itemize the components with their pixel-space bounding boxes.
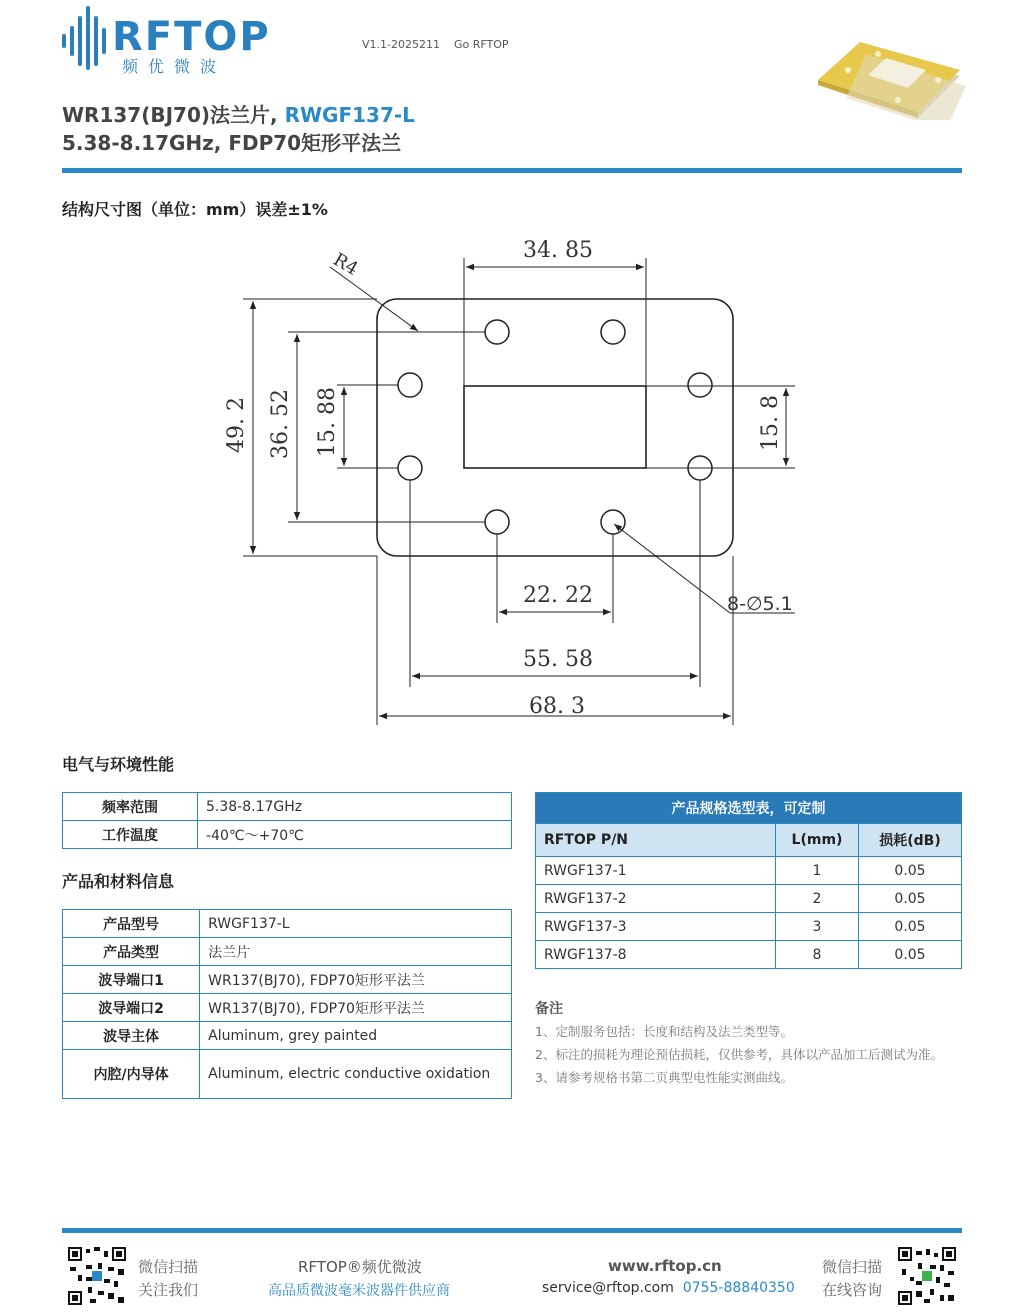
footer-contact: [542, 1280, 795, 1296]
spec-length: 8: [776, 941, 859, 969]
spec-pn: RWGF137-1: [536, 857, 776, 885]
dim-hole-spacing: 22. 22: [523, 583, 593, 608]
footer-wechat-consult-a: 微信扫描: [822, 1258, 883, 1276]
spec-loss: 0.05: [859, 885, 962, 913]
spec-loss: 0.05: [859, 941, 962, 969]
spec-length: 1: [776, 857, 859, 885]
title-prefix: WR137(BJ70)法兰片,: [62, 103, 285, 127]
material-key: 产品类型: [63, 938, 200, 966]
material-value: 法兰片: [200, 938, 512, 966]
footer-tagline: 高品质微波毫米波器件供应商: [268, 1283, 450, 1299]
dim-width-total: 68. 3: [529, 694, 585, 719]
dim-hole-label: 8-∅5.1: [727, 593, 793, 615]
header-rule: [62, 168, 962, 173]
dim-height-inner-left: 15. 88: [315, 387, 340, 457]
note-item: 2、标注的损耗为理论预估损耗，仅供参考，具体以产品加工后测试为准。: [535, 1047, 943, 1062]
spec-header-loss: 损耗(dB): [859, 824, 962, 857]
electrical-key: 工作温度: [63, 821, 198, 849]
electrical-value: -40℃～+70℃: [198, 821, 512, 849]
product-subtitle: 5.38-8.17GHz, FDP70矩形平法兰: [62, 131, 402, 155]
slogan-text: Go RFTOP: [453, 38, 509, 51]
spec-table-caption: 产品规格选型表，可定制: [536, 793, 962, 824]
electrical-table: [62, 792, 512, 849]
footer-wechat-consult-b: 在线咨询: [822, 1281, 883, 1299]
footer-wechat-follow-b: 关注我们: [138, 1281, 199, 1299]
material-value: Aluminum, grey painted: [200, 1022, 512, 1050]
table-row: [63, 994, 512, 1022]
footer-phone[interactable]: 0755-88840350: [682, 1280, 795, 1296]
spec-pn: RWGF137-2: [536, 885, 776, 913]
version-line: [362, 38, 509, 51]
footer-email[interactable]: service@rftop.com: [542, 1280, 674, 1296]
title-part-number: RWGF137-L: [284, 103, 415, 127]
footer-wechat-follow-a: 微信扫描: [138, 1258, 199, 1276]
qr-code-icon: [68, 1247, 126, 1305]
note-item: 3、请参考规格书第二页典型电性能实测曲线。: [535, 1070, 793, 1085]
spec-header-length: L(mm): [776, 824, 859, 857]
spec-pn: RWGF137-3: [536, 913, 776, 941]
electrical-value: 5.38-8.17GHz: [198, 793, 512, 821]
spec-length: 2: [776, 885, 859, 913]
table-row: [63, 1050, 512, 1099]
drawing-section-title: 结构尺寸图（单位：mm）误差±1%: [62, 200, 328, 219]
dim-height-holes: 36. 52: [268, 389, 293, 459]
table-row: [536, 885, 962, 913]
product-image: [808, 40, 968, 120]
spec-header-pn: RFTOP P/N: [536, 824, 776, 857]
footer-rule: [62, 1228, 962, 1233]
material-value: WR137(BJ70), FDP70矩形平法兰: [200, 994, 512, 1022]
table-row: [536, 913, 962, 941]
note-item: 1、定制服务包括：长度和结构及法兰类型等。: [535, 1024, 793, 1039]
flange-outline: [377, 299, 733, 556]
table-row: [63, 938, 512, 966]
table-row: [63, 966, 512, 994]
spec-table: [535, 792, 962, 969]
waveguide-opening: [464, 386, 646, 468]
material-key: 内腔/内导体: [63, 1050, 200, 1099]
table-row: [536, 941, 962, 969]
dim-width-holes: 55. 58: [523, 647, 593, 672]
product-title: [62, 99, 415, 128]
footer-website[interactable]: www.rftop.cn: [608, 1257, 722, 1275]
material-key: 波导主体: [63, 1022, 200, 1050]
logo-waves-icon: [62, 4, 112, 72]
electrical-key: 频率范围: [63, 793, 198, 821]
material-value: Aluminum, electric conductive oxidation: [200, 1050, 512, 1099]
material-value: WR137(BJ70), FDP70矩形平法兰: [200, 966, 512, 994]
material-key: 波导端口1: [63, 966, 200, 994]
dim-radius: R4: [329, 249, 362, 280]
dim-height-total: 49. 2: [224, 397, 249, 453]
material-section-title: 产品和材料信息: [62, 872, 175, 891]
material-value: RWGF137-L: [200, 910, 512, 938]
brand-logo-text: RFTOP: [112, 14, 271, 60]
spec-pn: RWGF137-8: [536, 941, 776, 969]
version-text: V1.1-2025211: [362, 38, 440, 51]
spec-length: 3: [776, 913, 859, 941]
material-key: 产品型号: [63, 910, 200, 938]
notes-title: 备注: [535, 1001, 563, 1017]
qr-code-consult-icon: [898, 1247, 956, 1305]
table-row: [63, 821, 512, 849]
spec-loss: 0.05: [859, 857, 962, 885]
dim-height-inner-right: 15. 8: [758, 395, 783, 451]
brand-logo-sub: 频优微波: [122, 57, 227, 76]
table-row: [536, 857, 962, 885]
electrical-section-title: 电气与环境性能: [62, 755, 175, 774]
footer-brand: RFTOP®频优微波: [298, 1258, 422, 1276]
dimension-drawing: [0, 225, 1024, 735]
material-table: [62, 909, 512, 1099]
table-row: [63, 1022, 512, 1050]
table-row: [63, 793, 512, 821]
notes-list: [535, 1020, 960, 1089]
spec-loss: 0.05: [859, 913, 962, 941]
table-row: [63, 910, 512, 938]
dim-top-width: 34. 85: [523, 238, 593, 263]
material-key: 波导端口2: [63, 994, 200, 1022]
